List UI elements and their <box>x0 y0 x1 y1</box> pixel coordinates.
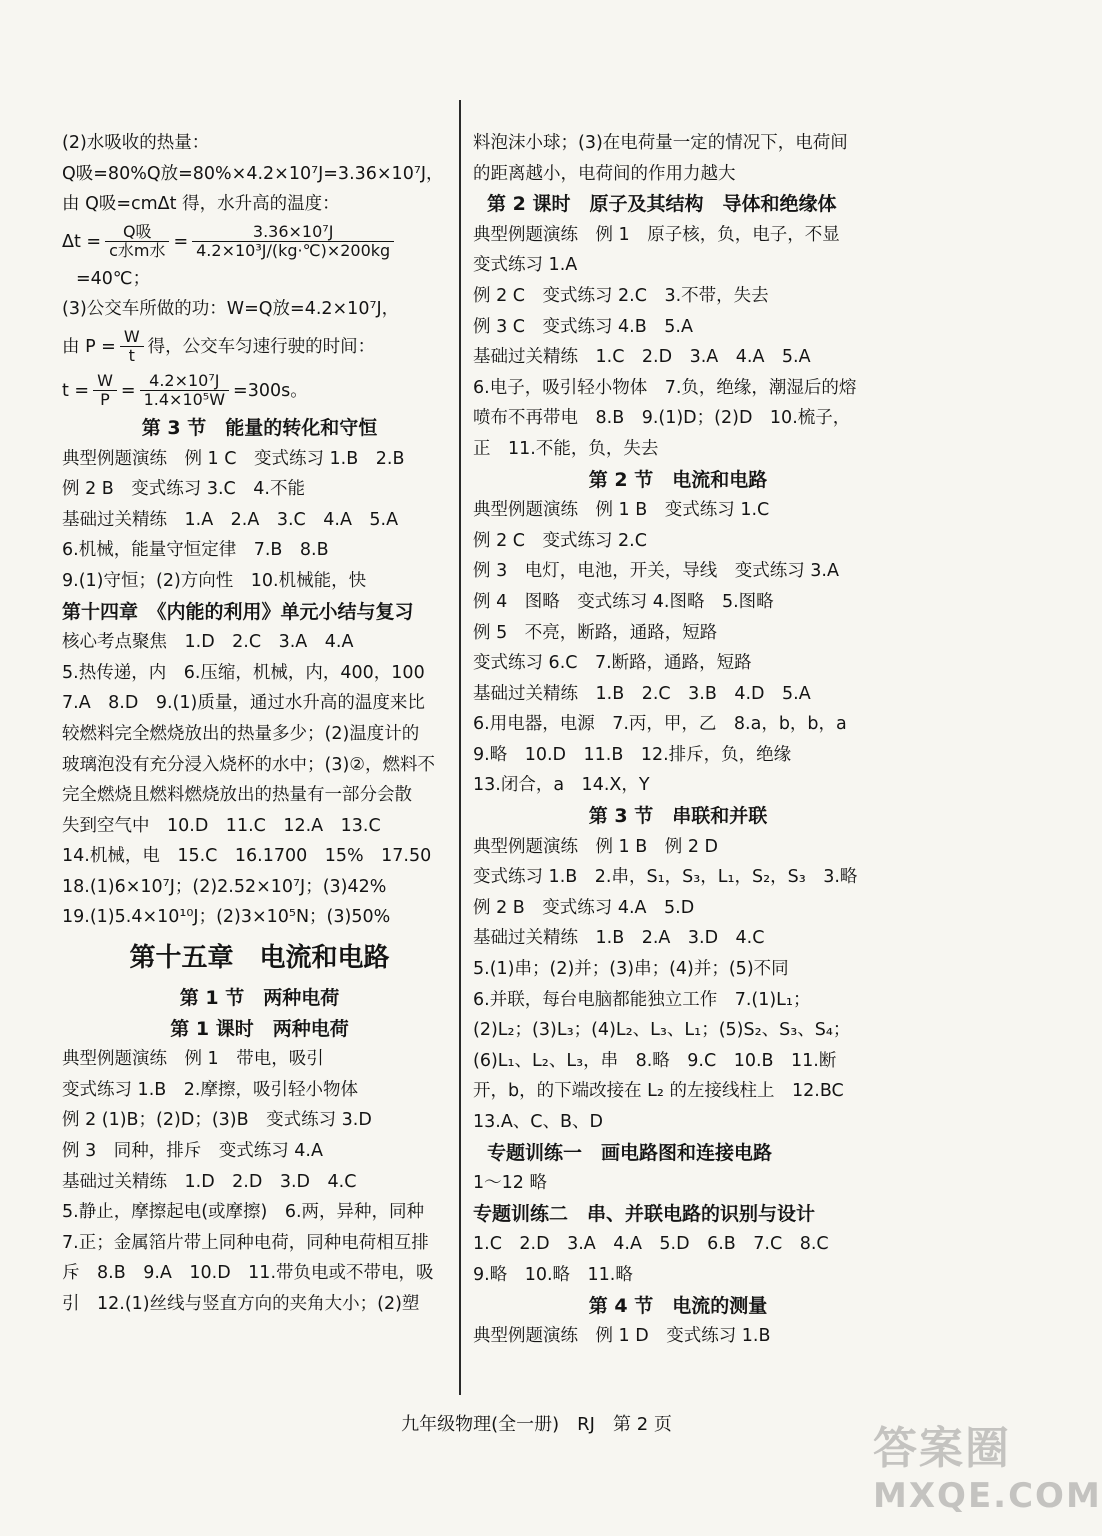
formula-suffix: =300s。 <box>233 380 308 401</box>
left-column <box>62 128 457 1320</box>
denominator: P <box>100 390 110 410</box>
section-heading: 第 1 节 两种电荷 <box>179 987 340 1010</box>
fraction <box>105 223 169 260</box>
fraction <box>120 328 144 365</box>
text-line: 18.(1)6×10⁷J；(2)2.52×10⁷J；(3)42% <box>62 876 387 897</box>
text-line: (6)L₁、L₂、L₃，串 8.略 9.C 10.B 11.断 <box>473 1050 837 1071</box>
section-heading: 第 3 节 串联和并联 <box>588 805 768 828</box>
text-line: 典型例题演练 例 1 原子核，负，电子，不显 <box>473 224 840 245</box>
text-line: 14.机械，电 15.C 16.1700 15% 17.50 <box>62 846 432 867</box>
text-line: Q吸=80%Q放=80%×4.2×10⁷J=3.36×10⁷J， <box>62 163 444 184</box>
fraction <box>93 372 117 409</box>
numerator: W <box>93 372 117 391</box>
text-line: 例 5 不亮，断路，通路，短路 <box>473 622 718 643</box>
text-line: 斥 8.B 9.A 10.D 11.带负电或不带电，吸 <box>62 1263 434 1284</box>
text-line: 失到空气中 10.D 11.C 12.A 13.C <box>62 815 381 836</box>
text-line: =40℃； <box>76 268 151 289</box>
section-heading: 第 1 课时 两种电荷 <box>170 1017 349 1040</box>
text-line: 核心考点聚焦 1.D 2.C 3.A 4.A <box>62 632 354 653</box>
watermark-line2: MXQE.COM <box>873 1476 1102 1516</box>
text-line: 的距离越小，电荷间的作用力越大 <box>473 163 736 184</box>
page-footer: 九年级物理(全一册) RJ 第 2 页 <box>401 1414 672 1435</box>
text-line: 典型例题演练 例 1 D 变式练习 1.B <box>473 1326 771 1347</box>
text-line: (3)公交车所做的功：W=Q放=4.2×10⁷J， <box>62 299 400 320</box>
denominator: 4.2×10³J/(kg·℃)×200kg <box>196 241 391 261</box>
denominator: 1.4×10⁵W <box>143 390 226 410</box>
numerator: 4.2×10⁷J <box>140 372 229 391</box>
text-line: 料泡沫小球；(3)在电荷量一定的情况下，电荷间 <box>473 133 848 153</box>
text-line: (2)水吸收的热量： <box>62 133 210 153</box>
text-line: 变式练习 1.B 2.摩擦，吸引轻小物体 <box>62 1079 358 1100</box>
text-line: 变式练习 1.A <box>473 255 578 276</box>
section-heading: 第 2 节 电流和电路 <box>588 468 768 491</box>
text-line: 变式练习 6.C 7.断路，通路，短路 <box>473 653 752 674</box>
fraction <box>140 372 229 409</box>
text-line: 13.闭合，a 14.X，Y <box>473 775 650 796</box>
watermark-logo <box>873 1412 1102 1522</box>
text-line: 6.用电器，电源 7.丙，甲，乙 8.a，b，b，a <box>473 714 847 735</box>
text-line: 5.热传递，内 6.压缩，机械，内，400，100 <box>62 662 425 683</box>
text-line: 1～12 略 <box>473 1173 547 1194</box>
text-line: 例 3 同种，排斥 变式练习 4.A <box>62 1141 323 1162</box>
text-line: 9.略 10.略 11.略 <box>473 1264 633 1285</box>
formula-prefix: Δt = <box>62 231 102 252</box>
text-line: 由 Q吸=cmΔt 得，水升高的温度： <box>62 194 340 215</box>
formula-suffix: 得，公交车匀速行驶的时间： <box>147 336 376 357</box>
text-line: 较燃料完全燃烧放出的热量多少；(2)温度计的 <box>62 723 420 744</box>
section-heading: 第十四章 《内能的利用》单元小结与复习 <box>62 600 414 623</box>
text-line: 引 12.(1)丝线与竖直方向的夹角大小；(2)塑 <box>62 1294 420 1314</box>
watermark-line1: 答案圈 <box>873 1423 1011 1474</box>
right-column <box>473 128 883 1352</box>
text-line: 例 4 图略 变式练习 4.图略 5.图略 <box>473 591 774 612</box>
formula-line <box>62 325 457 369</box>
equals-sign: = <box>120 380 136 401</box>
text-line: 基础过关精练 1.A 2.A 3.C 4.A 5.A <box>62 509 399 530</box>
text-line: 6.并联，每台电脑都能独立工作 7.(1)L₁； <box>473 989 811 1010</box>
formula-line <box>62 220 457 264</box>
formula-prefix: 由 P = <box>62 336 116 357</box>
numerator: 3.36×10⁷J <box>192 223 394 242</box>
formula-prefix: t = <box>62 380 90 401</box>
text-line: 例 2 (1)B；(2)D；(3)B 变式练习 3.D <box>62 1110 372 1131</box>
denominator: c水m水 <box>109 241 166 261</box>
text-line: 基础过关精练 1.B 2.C 3.B 4.D 5.A <box>473 683 811 704</box>
text-line: 7.A 8.D 9.(1)质量，通过水升高的温度来比 <box>62 693 425 714</box>
text-line: 典型例题演练 例 1 B 变式练习 1.C <box>473 500 770 521</box>
text-line: 正 11.不能，负，失去 <box>473 438 659 459</box>
text-line: 9.(1)守恒；(2)方向性 10.机械能，快 <box>62 570 367 591</box>
text-line: 变式练习 1.B 2.串，S₁，S₃，L₁，S₂，S₃ 3.略 <box>473 867 858 888</box>
text-line: 例 3 C 变式练习 4.B 5.A <box>473 316 693 337</box>
text-line: 基础过关精练 1.D 2.D 3.D 4.C <box>62 1171 357 1192</box>
text-line: 13.A、C、B、D <box>473 1112 604 1132</box>
section-heading: 第 4 节 电流的测量 <box>588 1294 768 1317</box>
text-line: 9.略 10.D 11.B 12.排斥，负，绝缘 <box>473 744 792 765</box>
equals-sign: = <box>173 231 189 252</box>
section-heading: 专题训练一 画电路图和连接电路 <box>487 1141 773 1164</box>
numerator: W <box>120 328 144 347</box>
denominator: t <box>128 346 135 366</box>
text-line: 6.机械，能量守恒定律 7.B 8.B <box>62 540 329 561</box>
fraction <box>192 223 394 260</box>
text-line: 例 2 C 变式练习 2.C 3.不带，失去 <box>473 285 769 306</box>
text-line: 完全燃烧且燃料燃烧放出的热量有一部分会散 <box>62 785 412 806</box>
text-line: 例 2 C 变式练习 2.C <box>473 530 647 551</box>
text-line: 开，b，的下端改接在 L₂ 的左接线柱上 12.BC <box>473 1081 844 1102</box>
text-line: 7.正；金属箔片带上同种电荷，同种电荷相互排 <box>62 1232 429 1253</box>
section-heading: 第 2 课时 原子及其结构 导体和绝缘体 <box>487 193 837 216</box>
text-line: 例 2 B 变式练习 3.C 4.不能 <box>62 479 305 500</box>
text-line: 基础过关精练 1.B 2.A 3.D 4.C <box>473 928 765 949</box>
numerator: Q吸 <box>105 223 169 242</box>
text-line: 基础过关精练 1.C 2.D 3.A 4.A 5.A <box>473 347 811 368</box>
text-line: 5.静止，摩擦起电(或摩擦) 6.两，异种，同种 <box>62 1202 425 1223</box>
text-line: (2)L₂；(3)L₃；(4)L₂、L₃、L₁；(5)S₂、S₃、S₄； <box>473 1020 851 1041</box>
text-line: 玻璃泡没有充分浸入烧杯的水中；(3)②，燃料不 <box>62 754 435 775</box>
section-heading: 专题训练二 串、并联电路的识别与设计 <box>473 1202 816 1225</box>
text-line: 1.C 2.D 3.A 4.A 5.D 6.B 7.C 8.C <box>473 1234 829 1255</box>
section-heading: 第十五章 电流和电路 <box>129 943 390 974</box>
text-line: 典型例题演练 例 1 C 变式练习 1.B 2.B <box>62 448 405 469</box>
text-line: 例 2 B 变式练习 4.A 5.D <box>473 897 695 918</box>
section-heading: 第 3 节 能量的转化和守恒 <box>141 416 378 439</box>
text-line: 6.电子，吸引轻小物体 7.负，绝缘，潮湿后的熔 <box>473 377 857 398</box>
text-line: 喷布不再带电 8.B 9.(1)D；(2)D 10.梳子， <box>473 408 851 429</box>
text-line: 典型例题演练 例 1 B 例 2 D <box>473 836 718 857</box>
formula-line <box>62 369 457 413</box>
text-line: 典型例题演练 例 1 带电，吸引 <box>62 1049 324 1070</box>
text-line: 例 3 电灯，电池，开关，导线 变式练习 3.A <box>473 561 839 582</box>
column-divider <box>459 100 461 1395</box>
text-line: 5.(1)串；(2)并；(3)串；(4)并；(5)不同 <box>473 959 789 980</box>
text-line: 19.(1)5.4×10¹⁰J；(2)3×10⁵N；(3)50% <box>62 907 391 928</box>
